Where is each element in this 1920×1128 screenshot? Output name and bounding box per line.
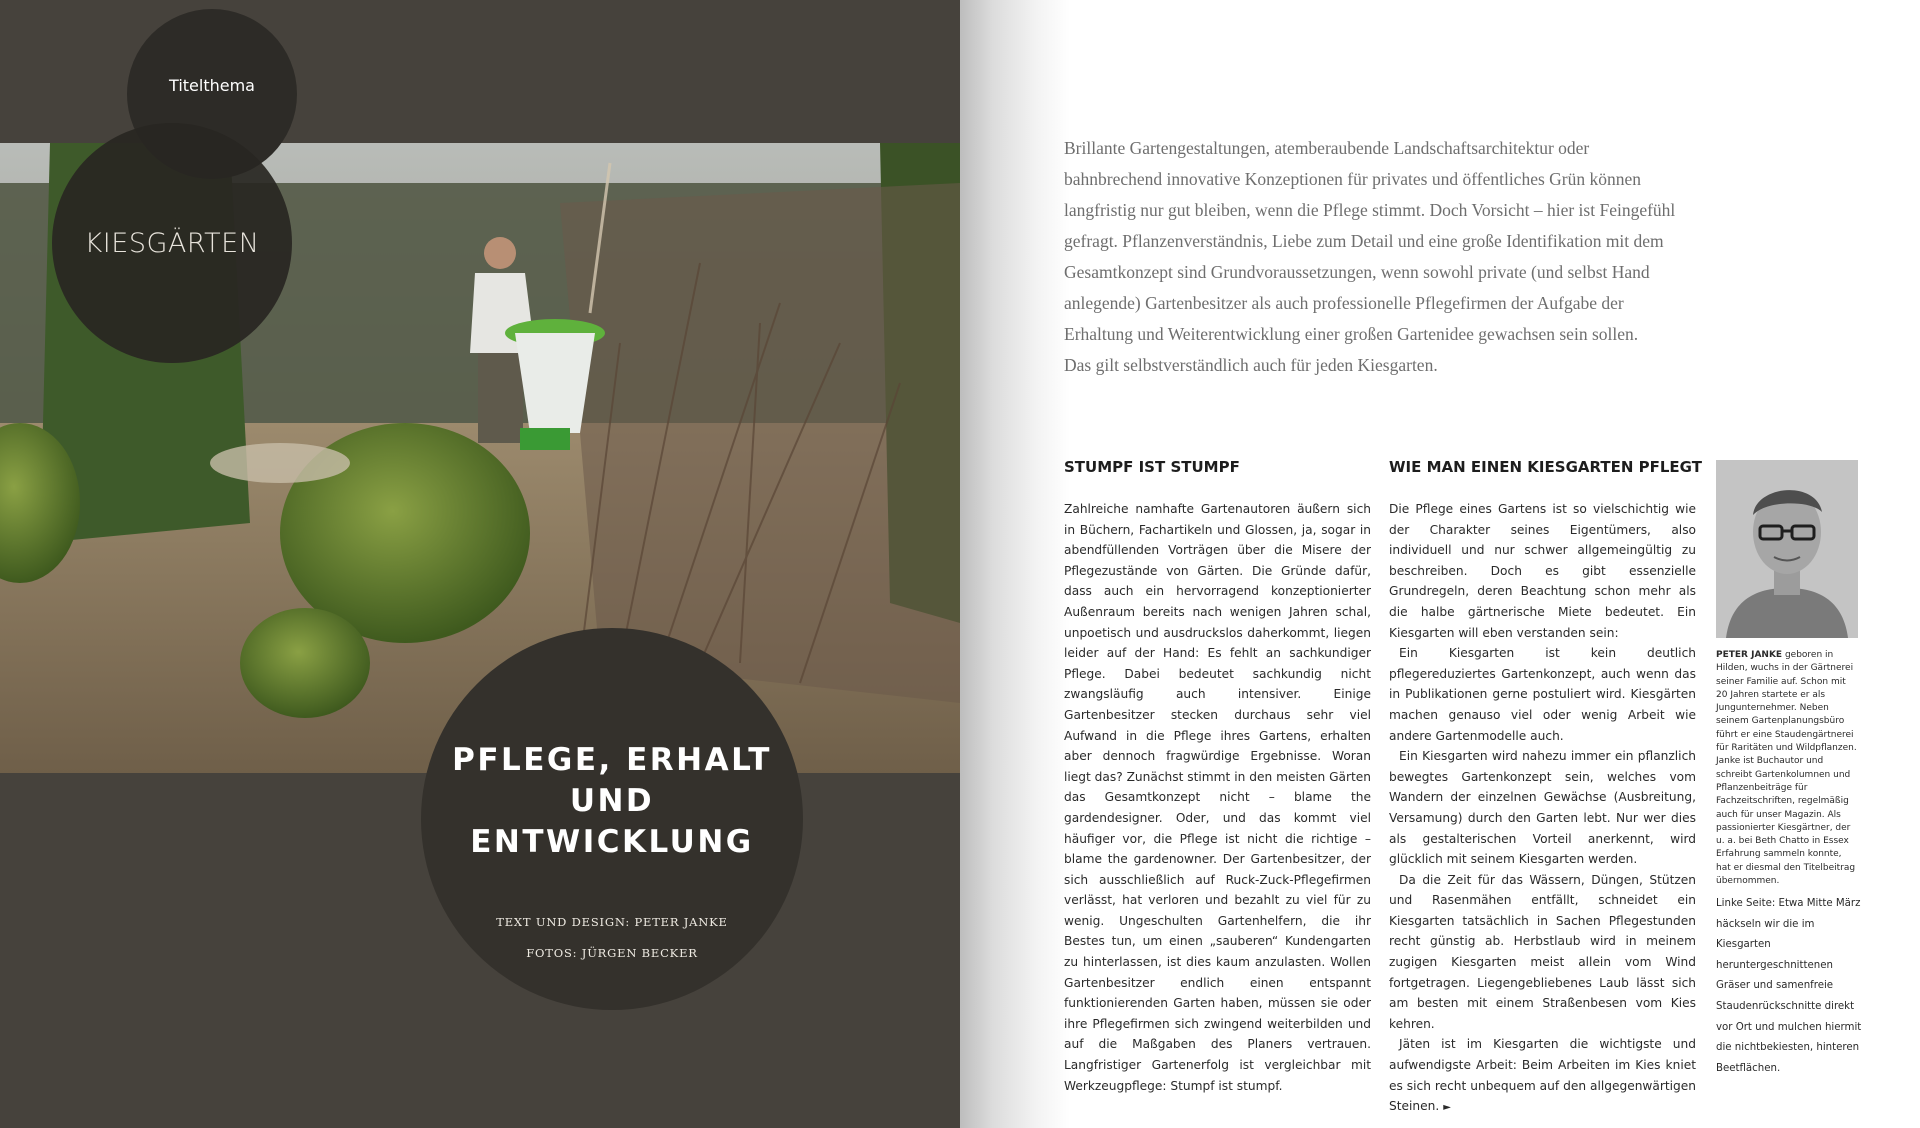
intro-line: langfristig nur gut bleiben, wenn die Pflege stimmt. Doch Vorsicht – hier ist Feingefühl [1064,200,1676,220]
article-title [421,740,803,863]
title-line: PFLEGE, ERHALT [452,742,772,778]
intro-line: Das gilt selbstverständlich auch für jeden Kiesgarten. [1064,355,1438,375]
column-paragraph: Da die Zeit für das Wässern, Düngen, Stützen und Rasenmähen entfällt, schneidet ein Kiesgarten tatsächlich in Sachen Pflegestunden recht günstig ab. Herbstlaub wird in meinem zugigen Kiesgarten meist allein vom Wind fortgetragen. Liegengebliebenes Laub lässt sich am besten mit einem Straßenbesen vom Kies kehren. [1389,872,1696,1031]
author-credit: TEXT UND DESIGN: PETER JANKE [496,915,728,929]
intro-line: Gesamtkonzept sind Grundvoraussetzungen, wenn sowohl private (und selbst Hand [1064,262,1650,282]
author-bio [1716,649,1858,888]
column-paragraph: Ein Kiesgarten ist kein deutlich pflegereduziertes Gartenkonzept, auch wenn das in Publikationen gerne postuliert wird. Kiesgärten machen genauso viel oder wenig Arbeit wie andere Gartenmodelle auch. [1389,646,1696,743]
author-portrait [1716,460,1858,638]
column-2-heading: WIE MAN EINEN KIESGARTEN PFLEGT [1389,458,1702,476]
column-1-heading: STUMPF IST STUMPF [1064,458,1240,476]
title-line: UND [569,783,655,819]
column-2-text [1389,499,1696,1119]
photo-credit: FOTOS: JÜRGEN BECKER [526,946,698,960]
title-line: ENTWICKLUNG [470,824,754,860]
photo-caption: Linke Seite: Etwa Mitte März häckseln wir die im Kiesgarten heruntergeschnittenen Gräser und samenfreie Staudenrückschnitte direkt vor Ort und mulchen hiermit die nichtbekiesten, hinteren Beetflächen. [1716,898,1862,1074]
column-paragraph: Ein Kiesgarten wird nahezu immer ein pflanzlich bewegtes Gartenkonzept sein, welches vom Wandern der einzelnen Gewächse (Ausbreitung, Versamung) durch den Garten lebt. Nur wer dies als gestalterischen Vorteil anerkennt, wird glücklich mit seinem Kiesgarten werden. [1389,749,1696,867]
author-name: PETER JANKE [1716,650,1783,660]
column-paragraph-text: Jäten ist im Kiesgarten die wichtigste und aufwendigste Arbeit: Beim Arbeiten im Kies kniet es sich recht unbequem auf den allgegenwärtigen Steinen. [1389,1037,1696,1114]
intro-line: Brillante Gartengestaltungen, atemberaubende Landschaftsarchitektur oder [1064,138,1590,158]
topic-label: KIESGÄRTEN [84,228,260,259]
intro-paragraph [1064,133,1724,381]
section-tag: Titelthema [169,76,255,95]
column-1-text: Zahlreiche namhafte Gartenautoren äußern sich in Büchern, Fachartikeln und Glossen, ja, sogar in abendfüllenden Vorträgen über die Misere der Pflegezustände von Gärten. Die Gründe dafür, dass auch ein hervorragend konzeptionierter Außenraum bereits nach wenigen Jahren schal, unpoetisch und ausdruckslos daherkommt, liegen leider auf der Hand: Es fehlt an sachkundiger Pflege. Dabei bedeutet sachkundig nicht zwangsläufig auch intensiver. Einige Gartenbesitzer stecken durchaus sehr viel Aufwand in die Pflege ihres Gartens, erhalten aber dennoch fragwürdige Ergebnisse. Woran liegt das? Zunächst stimmt in den meisten Gärten das Gesamtkonzept nicht – blame the gardendesigner. Oder, und das kommt viel häufiger vor, die Pflege ist nicht die richtige – blame the gardenowner. Der Gartenbesitzer, der sich ausschließlich auf Ruck-Zuck-Pflegefirmen verlässt, hat verloren und bezahlt zu viel für zu wenig. Ungeschulten Gartenhelfern, die ihr Bestes tun, um einen „sauberen“ Kundengarten zu hinterlassen, ist dies kaum anzulasten. Wollen Gartenbesitzer endlich einen entspannt funktionierenden Garten haben, müssen sie oder ihre Pflegefirmen sich zwingend weiterbilden und auf die Maßgaben des Planers vertrauen. Langfristiger Gartenerfolg ist vergleichbar mit Werkzeugpflege: Stumpf ist stumpf. [1064,502,1371,1093]
intro-line: gefragt. Pflanzenverständnis, Liebe zum Detail und eine große Identifikation mit dem [1064,231,1664,251]
column-paragraph [1389,1034,1696,1118]
author-bio-text: geboren in Hilden, wuchs in der Gärtnerei seiner Familie auf. Schon mit 20 Jahren startete er als Jungunternehmer. Neben seinem Gartenplanungsbüro führt er eine Staudengärtnerei für Raritäten und Wildpflanzen. Janke ist Buchautor und schreibt Gartenkolumnen und Pflanzenbeiträge für Fachzeitschriften, regelmäßig auch für unser Magazin. Als passionierter Kiesgärtner, der u. a. bei Beth Chatto in Essex Erfahrung sammeln konnte, hat er diesmal den Titelbeitrag übernommen. [1716,650,1857,887]
continue-arrow-icon: ► [1443,1102,1451,1114]
intro-line: Erhaltung und Weiterentwicklung einer großen Gartenidee gewachsen sein sollen. [1064,324,1639,344]
column-paragraph: Die Pflege eines Gartens ist so vielschichtig wie der Charakter seines Eigentümers, also individuell und nur schwer allgemeingültig zu beschreiben. Doch es gibt essenzielle Grundregeln, deren Beachtung schon mehr als die halbe gärtnerische Miete bedeutet. Ein Kiesgarten will eben verstanden sein: [1389,502,1696,640]
intro-line: anlegende) Gartenbesitzer als auch professionelle Pflegefirmen der Aufgabe der [1064,293,1624,313]
page-gutter [960,0,1070,1128]
author-portrait-illustration [1716,460,1858,638]
intro-line: bahnbrechend innovative Konzeptionen für privates und öffentliches Grün können [1064,169,1642,189]
